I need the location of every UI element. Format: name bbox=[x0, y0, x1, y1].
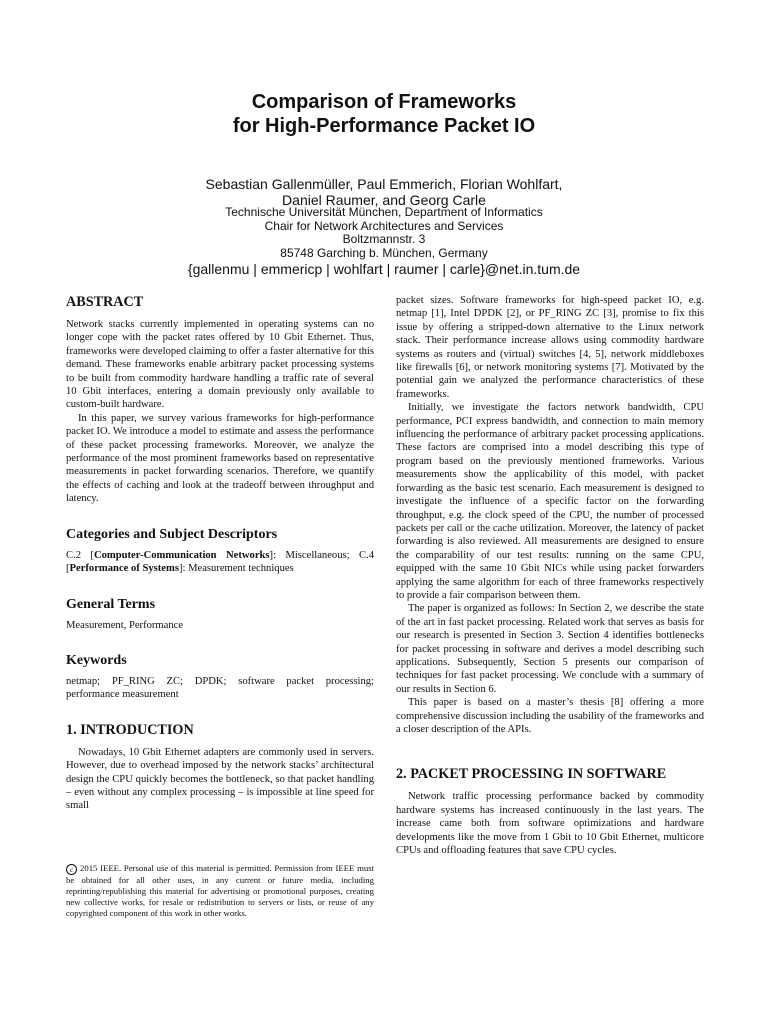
general-terms-heading: General Terms bbox=[66, 596, 156, 612]
left-column bbox=[66, 294, 374, 813]
introduction-paragraph-1: Nowadays, 10 Gbit Ethernet adapters are commonly used in servers. However, due to overhead imposed by the network stacks’ architectural design the CPU quickly becomes the bottleneck, so that packet handling – even without any complex processing – is impossible at line speed for small bbox=[66, 746, 374, 812]
authors-line-2: Daniel Raumer, and Georg Carle bbox=[282, 192, 486, 208]
introduction-paragraph-4: This paper is based on a master’s thesis [8] offering a more comprehensive discussion including the usability of the frameworks and a closer description of the APIs. bbox=[396, 697, 704, 735]
copyright-notice bbox=[66, 863, 374, 919]
abstract-heading: ABSTRACT bbox=[66, 294, 144, 310]
section-2-heading: 2. PACKET PROCESSING IN SOFTWARE bbox=[396, 766, 667, 783]
affiliation bbox=[0, 206, 768, 260]
general-terms-text: Measurement, Performance bbox=[66, 619, 184, 631]
authors-line-1: Sebastian Gallenmüller, Paul Emmerich, Florian Wohlfart, bbox=[205, 176, 563, 192]
keywords-text: netmap; PF_RING ZC; DPDK; software packet processing; performance measurement bbox=[66, 675, 374, 701]
category-c2-code: C.2 [ bbox=[66, 549, 94, 561]
author-list bbox=[0, 176, 768, 208]
keywords-heading: Keywords bbox=[66, 652, 127, 668]
affiliation-line-3: Boltzmannstr. 3 bbox=[342, 232, 426, 246]
category-c4-rest: ]: Measurement techniques bbox=[178, 563, 294, 575]
category-c2-name: Computer-Communication Networks bbox=[93, 549, 270, 561]
affiliation-line-4: 85748 Garching b. München, Germany bbox=[280, 245, 488, 260]
introduction-paragraph-3: The paper is organized as follows: In Section 2, we describe the state of the art in fast packet processing. Related work that serves as basis for our research is presented in Section 3. Section 4 identifies bottlenecks for packet processing in software and derives a model describing such applications. Subsequently, Section 5 presents our comparison of techniques for fast packet processing. We conclude with a summary of our results in Section 6. bbox=[396, 603, 704, 695]
introduction-paragraph-2: Initially, we investigate the factors network bandwidth, CPU performance, PCI express bandwidth, and connection to main memory influencing the performance of arbitrary packet processing applications. These factors are comprised into a model describing this type of program based on the previously mentioned frameworks. Various measurements show the applicability of this model, with packet forwarding as the basic test scenario. Each measurement is designed to investigate the influence of a specific factor on the forwarding throughput, e.g. the clock speed of the CPU, the number of processed packets per call or the cache utilization. Moreover, the latency of packet forwarding is also reviewed. All measurements are designed to ensure the comparability of our test results: running on the same CPU, equipped with the same 10 Gbit NICs while using packet forwarders applying the same algorithm for each of three frameworks respectively to provide a fair comparison between them. bbox=[396, 402, 704, 601]
title-line-1: Comparison of Frameworks bbox=[251, 91, 517, 113]
abstract-paragraph-1: Network stacks currently implemented in operating systems can no longer cope with the packet rates offered by 10 Gbit Ethernet. Thus, frameworks were developed claiming to offer a faster alternative for this demand. These frameworks enable arbitrary packet processing systems to be built from commodity hardware handling a traffic rate of several 10 Gbit interfaces, entering a domain previously only available to custom-built hardware. bbox=[66, 319, 374, 411]
author-emails: {gallenmu | emmericp | wohlfart | raumer | carle}@net.in.tum.de bbox=[187, 261, 581, 277]
section-2-paragraph-1: Network traffic processing performance backed by commodity hardware systems has increased continuously in the last years. The increase came both from software optimizations and hardware developments like the move from 1 Gbit to 10 Gbit Ethernet, multicore CPUs and offloading features that save CPU cycles. bbox=[396, 791, 704, 857]
category-c4-name: Performance of Systems bbox=[69, 563, 179, 575]
affiliation-line-2: Chair for Network Architectures and Services bbox=[264, 218, 504, 233]
right-column bbox=[396, 294, 704, 857]
introduction-paragraph-1-continued: packet sizes. Software frameworks for high-speed packet IO, e.g. netmap [1], Intel DPDK [2], or PF_RING ZC [3], promise to fix this issue by offering a stripped-down alternative to the Linux network stack. Their performance increase allows using commodity hardware systems as routers and (virtual) switches [4, 5], network middleboxes like firewalls [6], or network monitoring systems [7]. Motivated by the potential gain we analyzed the performance characteristics of these frameworks. bbox=[396, 295, 704, 400]
abstract-paragraph-2: In this paper, we survey various frameworks for high-performance packet IO. We introduce a model to estimate and assess the performance of these packet processing frameworks. Moreover, we analyze the performance of the most prominent frameworks based on representative measurements in packet forwarding scenarios. Therefore, we quantify the effects of caching and look at the tradeoff between throughput and latency. bbox=[66, 412, 374, 505]
copyright-icon: c bbox=[66, 864, 77, 875]
categories-text bbox=[66, 549, 374, 576]
categories-heading: Categories and Subject Descriptors bbox=[66, 526, 278, 542]
affiliation-line-1: Technische Universität München, Department of Informatics bbox=[225, 205, 543, 219]
paper-title bbox=[0, 90, 768, 138]
category-c2-rest: ]: Miscellaneous; C.4 [ bbox=[66, 549, 375, 575]
introduction-heading: 1. INTRODUCTION bbox=[66, 721, 194, 738]
title-line-2: for High-Performance Packet IO bbox=[232, 115, 536, 137]
copyright-text: 2015 IEEE. Personal use of this material is permitted. Permission from IEEE must be obtained for all other uses, in any current or future media, including reprinting/republishing this material for advertising or promotional purposes, creating new collective works, for resale or redistribution to servers or lists, or reuse of any copyrighted component of this work in other works. bbox=[66, 863, 374, 919]
